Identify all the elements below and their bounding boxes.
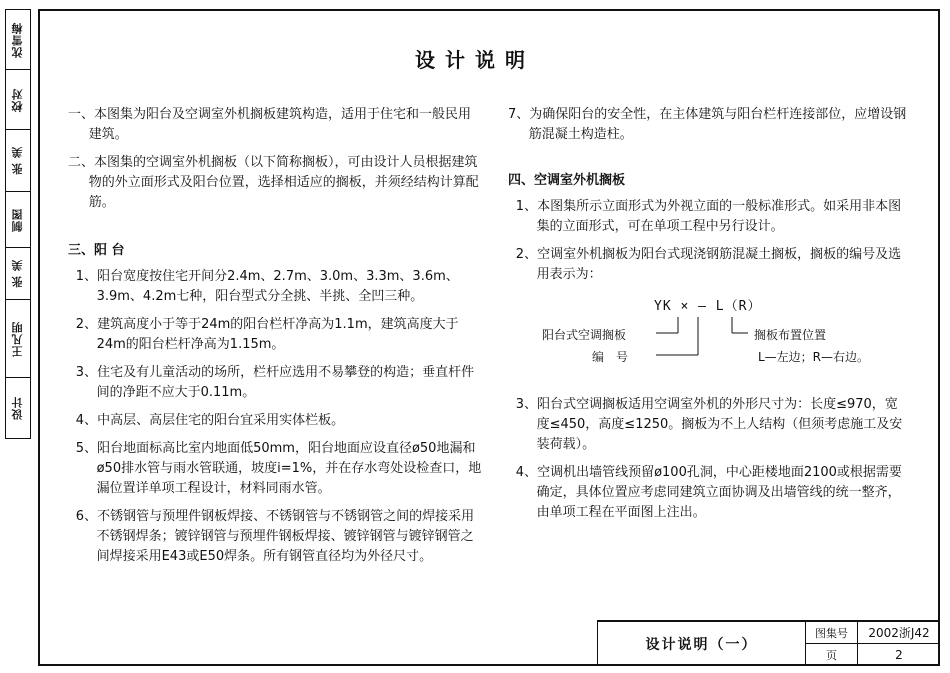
item-number: 4、: [75, 413, 98, 428]
shelf-code: YK × — L（R）: [654, 299, 762, 314]
signature-drafter: 张 美: [11, 259, 24, 288]
item-number: 1、: [75, 269, 98, 284]
item-number: 6、: [75, 509, 98, 524]
item-text: 阳台宽度按住宅开间分2.4m、2.7m、3.0m、3.3m、3.6m、3.9m、4.2m七种，阳台型式分全挑、半挑、全凹三种。: [96, 269, 459, 304]
label-drawing: 制图: [11, 207, 24, 232]
ac-shelf-item: [508, 395, 910, 455]
balcony-item: [68, 315, 483, 355]
item-number: 一、: [68, 107, 95, 122]
page-label: 页: [806, 644, 858, 666]
label-design: 设计: [11, 396, 24, 420]
code-label-type: 阳台式空调搁板: [542, 328, 627, 342]
signature-designer: 王凡明: [11, 320, 24, 357]
item-text: 建筑高度小于等于24m的阳台栏杆净高为1.1m，建筑高度大于24m的阳台栏杆净高为1.15m。: [96, 317, 459, 352]
drawing-name: 设计说明（一）: [598, 622, 806, 666]
code-label-position: 搁板布置位置: [754, 328, 827, 342]
item-number: 1、: [515, 199, 538, 214]
sidebar-cell: [6, 300, 30, 378]
balcony-item: [68, 439, 483, 499]
item-text: 空调室外机搁板为阳台式现浇钢筋混凝土搁板，搁板的编号及选用表示为：: [536, 247, 902, 282]
page-title: 设计说明: [415, 48, 535, 72]
title-block: [597, 620, 940, 666]
ac-shelf-item: [508, 463, 910, 523]
balcony-item: [68, 363, 483, 403]
section-heading-balcony: 三、阳 台: [68, 243, 125, 258]
item-number: 二、: [68, 155, 95, 170]
right-column: [508, 105, 910, 531]
shelf-code-diagram: [508, 293, 910, 381]
item-text: 空调机出墙管线预留ø100孔洞，中心距楼地面2100或根据需要确定，具体位置应考虑同建筑立面协调及出墙管线的统一整齐，由单项工程在平面图上注出。: [536, 465, 902, 520]
signature-strip: [5, 9, 31, 439]
atlas-number: 2002浙J42: [858, 622, 940, 644]
balcony-item-7: [508, 105, 910, 145]
item-text: 本图集的空调室外机搁板（以下简称搁板），可由设计人员根据建筑物的外立面形式及阳台位置，选择相适应的搁板，并须经结构计算配筋。: [88, 155, 479, 210]
balcony-item: [68, 411, 483, 431]
item-number: 2、: [75, 317, 98, 332]
page-number: 2: [895, 648, 903, 662]
item-text: 为确保阳台的安全性，在主体建筑与阳台栏杆连接部位，应增设钢筋混凝土构造柱。: [528, 107, 907, 142]
item-number: 5、: [75, 441, 98, 456]
section-heading-ac-shelf: 四、空调室外机搁板: [508, 173, 626, 188]
item-number: 4、: [515, 465, 538, 480]
item-number: 3、: [75, 365, 98, 380]
sidebar-cell: [6, 130, 30, 192]
intro-item: [68, 105, 483, 145]
item-text: 本图集所示立面形式为外视立面的一般标准形式。如采用非本图集的立面形式，可在单项工程中另行设计。: [536, 199, 902, 234]
item-text: 本图集为阳台及空调室外机搁板建筑构造，适用于住宅和一般民用建筑。: [88, 107, 472, 142]
code-label-left-right: L—左边；R—右边。: [758, 350, 870, 364]
left-column: [68, 105, 483, 575]
item-text: 阳台式空调搁板适用空调室外机的外形尺寸为：长度≤970，宽度≤450，高度≤1250。搁板为不上人结构（但须考虑施工及安装荷载）。: [536, 397, 903, 452]
ac-shelf-item: [508, 245, 910, 285]
item-text: 不锈钢管与预埋件钢板焊接、不锈钢管与不锈钢管之间的焊接采用不锈钢焊条；镀锌钢管与预埋件钢板焊接、镀锌钢管与镀锌钢管之间焊接采用E43或E50焊条。所有钢管直径均为外径尺寸。: [96, 509, 475, 564]
sidebar-cell: [6, 70, 30, 130]
signature-reviewer: 沈雪梅: [11, 21, 24, 58]
intro-item: [68, 153, 483, 213]
balcony-item: [68, 267, 483, 307]
label-check: 校对: [11, 87, 24, 112]
item-text: 住宅及有儿童活动的场所，栏杆应选用不易攀登的构造；垂直杆件间的净距不应大于0.11m。: [96, 365, 475, 400]
balcony-item: [68, 507, 483, 567]
ac-shelf-item: [508, 197, 910, 237]
signature-checker: 张 美: [11, 146, 24, 175]
item-number: 3、: [515, 397, 538, 412]
atlas-number-label: 图集号: [806, 622, 858, 644]
sidebar-cell: [6, 192, 30, 248]
item-number: 7、: [508, 107, 530, 122]
sidebar-cell: [6, 248, 30, 300]
item-text: 阳台地面标高比室内地面低50mm，阳台地面应设直径ø50地漏和ø50排水管与雨水管联通，坡度i=1%，并在存水弯处设检查口，地漏位置详单项工程设计，材料同雨水管。: [96, 441, 482, 496]
item-number: 2、: [515, 247, 538, 262]
sidebar-cell: [6, 378, 30, 438]
item-text: 中高层、高层住宅的阳台宜采用实体栏板。: [97, 413, 345, 428]
code-label-number: 编 号: [592, 350, 629, 364]
